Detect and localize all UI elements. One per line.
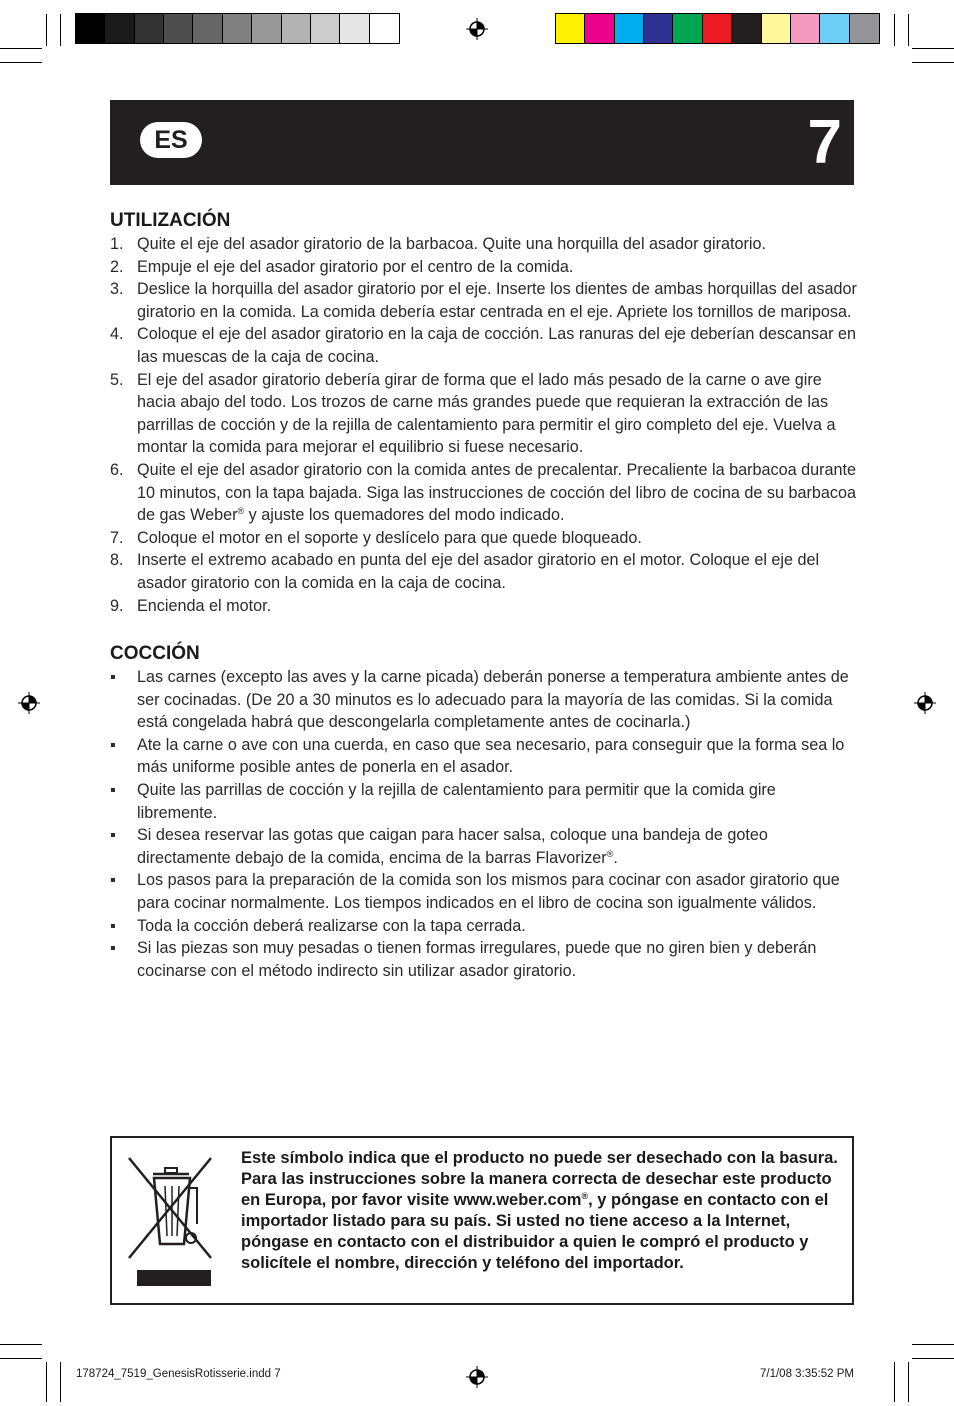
list-marker: 5.: [110, 370, 124, 389]
list-item-text: Encienda el motor.: [137, 596, 272, 615]
crop-mark: [912, 48, 954, 49]
list-marker: ▪: [110, 735, 116, 754]
list-item-text: Ate la carne o ave con una cuerda, en caso que sea necesario, para conseguir que la forma sea lo más uniforme posible antes de ponerla en el asador.: [137, 735, 845, 777]
list-item-text: Si desea reservar las gotas que caigan para hacer salsa, coloque una bandeja de goteo directamente debajo de la comida, encima de la barras Flavorizer: [137, 826, 768, 867]
grayscale-calibration-bar: [75, 13, 400, 44]
color-swatch: [311, 14, 340, 43]
bullet-list-item: [110, 937, 858, 982]
crop-mark: [894, 1362, 895, 1402]
list-item-text: Coloque el eje del asador giratorio en la caja de cocción. Las ranuras del eje deberían descansar en las muescas de la caja de cocina.: [137, 325, 857, 366]
list-marker: 9.: [110, 596, 124, 615]
color-swatch: [703, 14, 732, 43]
registration-mark-icon: [18, 692, 40, 714]
footer-datetime: 7/1/08 3:35:52 PM: [760, 1368, 854, 1380]
color-swatch: [791, 14, 820, 43]
list-item-text: Empuje el eje del asador giratorio por el centro de la comida.: [137, 257, 574, 276]
list-item-text: Coloque el motor en el soporte y deslícelo para que quede bloqueado.: [137, 528, 642, 547]
list-marker: ▪: [110, 668, 116, 687]
list-item-text: Quite el eje del asador giratorio de la barbacoa. Quite una horquilla del asador giratorio.: [137, 235, 767, 253]
page-number: 7: [807, 108, 842, 177]
crop-mark: [912, 1344, 954, 1345]
numbered-list-item: [110, 233, 858, 256]
disposal-notice-box: [110, 1136, 854, 1305]
list-item-text: Si las piezas son muy pesadas o tienen formas irregulares, puede que no giren bien y deberán cocinarse con el método indirecto sin utilizar asador giratorio.: [137, 939, 817, 980]
list-marker: 1.: [110, 235, 124, 253]
list-item-text: Deslice la horquilla del asador giratorio por el eje. Inserte los dientes de ambas horquillas del asador giratorio en la comida. La comida debería estar centrada en el eje. Apriete los tornillos de mariposa.: [137, 280, 857, 321]
bullet-list-item: [110, 779, 858, 824]
numbered-list-item: [110, 595, 858, 618]
list-item-text: El eje del asador giratorio debería girar de forma que el lado más pesado de la carne o ave gire hacia abajo del todo. Los trozos de carne más grandes puede que requieran la extracción de las parrillas de cocción y de la rejilla de calentamiento para permitir el giro completo del eje. Vuelva a montar la comida para mejorar el equilibrio si fuese necesario.: [137, 370, 836, 457]
list-marker: 4.: [110, 325, 124, 344]
notice-text-part: , y póngase en contacto con el importador listado para su país. Si usted no tiene acceso a la Internet, póngase en contacto con el distribuidor a quien le compró el producto y solicítele el nombre, dirección y teléfono del importador.: [241, 1191, 829, 1272]
registration-mark-icon: [914, 692, 936, 714]
bullet-list-item: [110, 734, 858, 779]
crop-mark: [908, 14, 909, 46]
section-title-coccion: COCCIÓN: [110, 643, 200, 665]
color-swatch: [585, 14, 614, 43]
crop-mark: [0, 1358, 42, 1359]
color-swatch: [820, 14, 849, 43]
list-marker: 3.: [110, 280, 124, 299]
list-item-text: Los pasos para la preparación de la comida son los mismos para cocinar con asador giratorio que para cocinar normalmente. Los tiempos indicados en el libro de cocina son igualmente válidos.: [137, 871, 840, 913]
list-marker: ▪: [110, 916, 116, 935]
color-swatch: [673, 14, 702, 43]
list-marker: ▪: [110, 939, 116, 958]
color-swatch: [252, 14, 281, 43]
bullet-list-item: [110, 666, 858, 734]
crop-mark: [0, 48, 42, 49]
color-swatch: [76, 14, 105, 43]
crop-mark: [912, 62, 954, 63]
list-item-text: y ajuste los quemadores del modo indicado.: [244, 506, 565, 525]
color-swatch: [556, 14, 585, 43]
list-item-text: Quite las parrillas de cocción y la rejilla de calentamiento para permitir que la comida gire libremente.: [137, 781, 776, 822]
main-content: [110, 209, 858, 982]
crop-mark: [894, 14, 895, 46]
list-item-text: Las carnes (excepto las aves y la carne picada) deberán ponerse a temperatura ambiente antes de ser cocinadas. (De 20 a 30 minutos es lo adecuado para la mayoría de las comidas. Si la comida está congelada habrá que descongelarla completamente antes de cocinarla.): [137, 668, 849, 732]
color-swatch: [615, 14, 644, 43]
numbered-list-item: [110, 549, 858, 594]
list-marker: 6.: [110, 460, 124, 479]
footer-file-name: 178724_7519_GenesisRotisserie.indd 7: [76, 1368, 281, 1380]
list-marker: ▪: [110, 781, 116, 800]
color-calibration-bar: [555, 13, 880, 44]
bullet-list-item: [110, 824, 858, 869]
utilizacion-list: [110, 233, 858, 617]
color-swatch: [135, 14, 164, 43]
disposal-notice-text: [241, 1148, 841, 1274]
numbered-list-item: [110, 256, 858, 279]
language-badge: ES: [140, 122, 202, 158]
list-item-text: .: [613, 848, 618, 867]
weee-crossed-bin-icon: [127, 1154, 213, 1290]
registration-mark-icon: [466, 1366, 488, 1388]
list-marker: 8.: [110, 551, 124, 570]
color-swatch: [193, 14, 222, 43]
crop-mark: [60, 1362, 61, 1402]
list-marker: ▪: [110, 826, 116, 845]
numbered-list-item: [110, 459, 858, 527]
color-swatch: [762, 14, 791, 43]
color-swatch: [164, 14, 193, 43]
crop-mark: [46, 1362, 47, 1402]
crop-mark: [0, 1344, 42, 1345]
list-marker: ▪: [110, 871, 116, 890]
numbered-list-item: [110, 323, 858, 368]
numbered-list-item: [110, 278, 858, 323]
page-header: [110, 100, 854, 185]
section-title-utilizacion: UTILIZACIÓN: [110, 210, 231, 231]
registration-mark-icon: [466, 18, 488, 40]
list-item-text: Inserte el extremo acabado en punta del eje del asador giratorio en el motor. Coloque el eje del asador giratorio con la comida en la caja de cocina.: [137, 551, 820, 592]
registered-mark: ®: [237, 506, 245, 517]
registered-mark: ®: [606, 848, 614, 859]
list-item-text: Toda la cocción deberá realizarse con la tapa cerrada.: [137, 916, 526, 935]
crop-mark: [0, 62, 42, 63]
registered-mark: ®: [581, 1191, 589, 1201]
color-swatch: [105, 14, 134, 43]
crop-mark: [912, 1358, 954, 1359]
list-item-text: Quite el eje del asador giratorio con la comida antes de precalentar. Precaliente la barbacoa durante 10 minutos, con la tapa bajada. Siga las instrucciones de cocción del libro de cocina de su barbacoa de gas Weber: [137, 460, 856, 525]
color-swatch: [223, 14, 252, 43]
coccion-list: [110, 666, 858, 982]
color-swatch: [282, 14, 311, 43]
bullet-list-item: [110, 915, 858, 938]
numbered-list-item: [110, 369, 858, 459]
color-swatch: [732, 14, 761, 43]
color-swatch: [644, 14, 673, 43]
color-swatch: [340, 14, 369, 43]
notice-text-part: Este símbolo indica que el producto no puede ser desechado con la basura. Para las instrucciones sobre la manera correcta de desechar este producto en Europa, por favor visite www.weber.com: [241, 1149, 838, 1209]
crop-mark: [908, 1362, 909, 1402]
color-swatch: [370, 14, 399, 43]
bullet-list-item: [110, 869, 858, 914]
list-marker: 7.: [110, 528, 124, 547]
numbered-list-item: [110, 527, 858, 550]
list-marker: 2.: [110, 257, 124, 276]
color-swatch: [850, 14, 879, 43]
crop-mark: [46, 14, 47, 46]
crop-mark: [60, 14, 61, 46]
